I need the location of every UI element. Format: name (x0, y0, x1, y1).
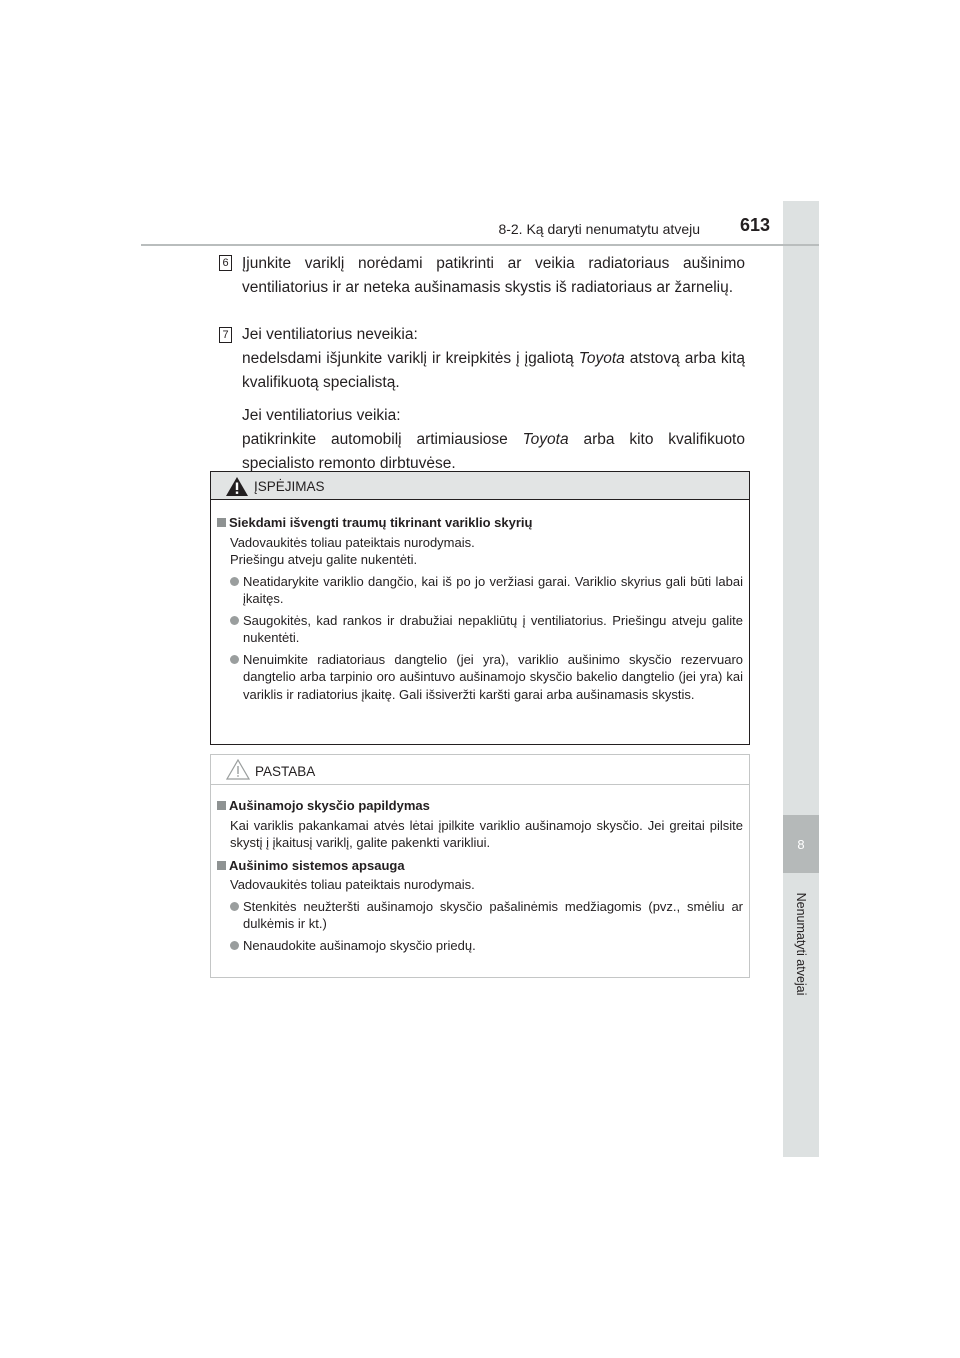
chapter-label: Nenumatyti atvejai (794, 892, 808, 996)
warning-bullet-item: Saugokitės, kad rankos ir drabužiai nepakliūtų į ventiliatorius. Priešingu atveju galite nukentėti. (217, 612, 743, 647)
brand-name: Toyota (522, 431, 569, 448)
warning-bullet-item: Neatidarykite variklio dangčio, kai iš po jo veržiasi garai. Variklio skyrius gali būti labai įkaitęs. (217, 573, 743, 608)
note-section-1-text: Kai variklis pakankamai atvės lėtai įpilkite variklio aušinamojo skysčio. Jei greitai pilsite skystį į įkaitusį variklį, galite pakenkti varikliui. (230, 817, 743, 850)
step-7-case2-text (242, 428, 745, 476)
step-7-case1-text (242, 347, 745, 395)
step-7-case2-title: Jei ventiliatorius veikia: (242, 407, 401, 424)
note-header (211, 755, 749, 785)
warning-section-title: Siekdami išvengti traumų tikrinant variklio skyrių (217, 514, 743, 532)
warning-intro-line-2: Priešingu atveju galite nukentėti. (230, 552, 418, 567)
note-box (210, 754, 750, 978)
step-number-7: 7 (219, 327, 232, 343)
note-body (211, 785, 749, 954)
step-7-case1-text-b: atstovą arba kitą kvalifikuotą specialistą. (242, 350, 745, 391)
warning-body (211, 500, 749, 703)
warning-header (211, 472, 749, 500)
brand-name: Toyota (578, 350, 625, 367)
warning-title: ĮSPĖJIMAS (254, 479, 325, 494)
warning-bullet-item: Nenuimkite radiatoriaus dangtelio (jei yra), variklio aušinimo skysčio rezervuaro dangtelio arba tarpinio oro aušintuvo aušinamojo skysčio bakelio dangtelio (jei yra) kai variklis ir radiatorius įkaitę. Gali išsiveržti karšti garai arba aušinamasis skystis. (217, 651, 743, 704)
header-divider (141, 244, 819, 246)
note-bullet-item: Stenkitės neužteršti aušinamojo skysčio pašalinėmis medžiagomis (pvz., smėliu ar dulkėmis ir kt.) (217, 898, 743, 933)
page-number: 613 (740, 215, 771, 235)
step-6-paragraph: Įjunkite variklį norėdami patikrinti ar veikia radiatoriaus aušinimo ventiliatorius ir ar neteka aušinamasis skystis iš radiatoriaus ar žarnelių. (242, 255, 745, 296)
step-number-6: 6 (219, 255, 232, 271)
step-7-text (242, 323, 745, 476)
header-section-title: 8-2. Ką daryti nenumatytu atveju (498, 221, 700, 237)
note-section-1-title: Aušinamojo skysčio papildymas (217, 797, 743, 815)
side-tab (783, 201, 819, 1157)
note-bullet-item: Nenaudokite aušinamojo skysčio priedų. (217, 937, 743, 955)
caution-outline-triangle-icon (226, 759, 250, 785)
warning-intro-line-1: Vadovaukitės toliau pateiktais nurodymais. (230, 534, 475, 550)
step-6-text (242, 252, 745, 300)
chapter-number: 8 (783, 815, 819, 873)
note-title: PASTABA (255, 764, 316, 779)
warning-intro (217, 534, 743, 569)
note-section-2-title: Aušinimo sistemos apsauga (217, 857, 743, 875)
warning-triangle-icon (226, 477, 248, 501)
step-7-case2-text-b: arba kito kvalifikuoto specialisto remonto dirbtuvėse. (242, 431, 745, 472)
warning-box (210, 471, 750, 745)
note-section-2-intro: Vadovaukitės toliau pateiktais nurodymais. (230, 877, 475, 892)
step-7-case1-text-a: nedelsdami išjunkite variklį ir kreipkitės į įgaliotą (242, 350, 579, 367)
step-7-case2-text-a: patikrinkite automobilį artimiausiose (242, 431, 523, 448)
step-7-case1-title: Jei ventiliatorius neveikia: (242, 326, 418, 343)
